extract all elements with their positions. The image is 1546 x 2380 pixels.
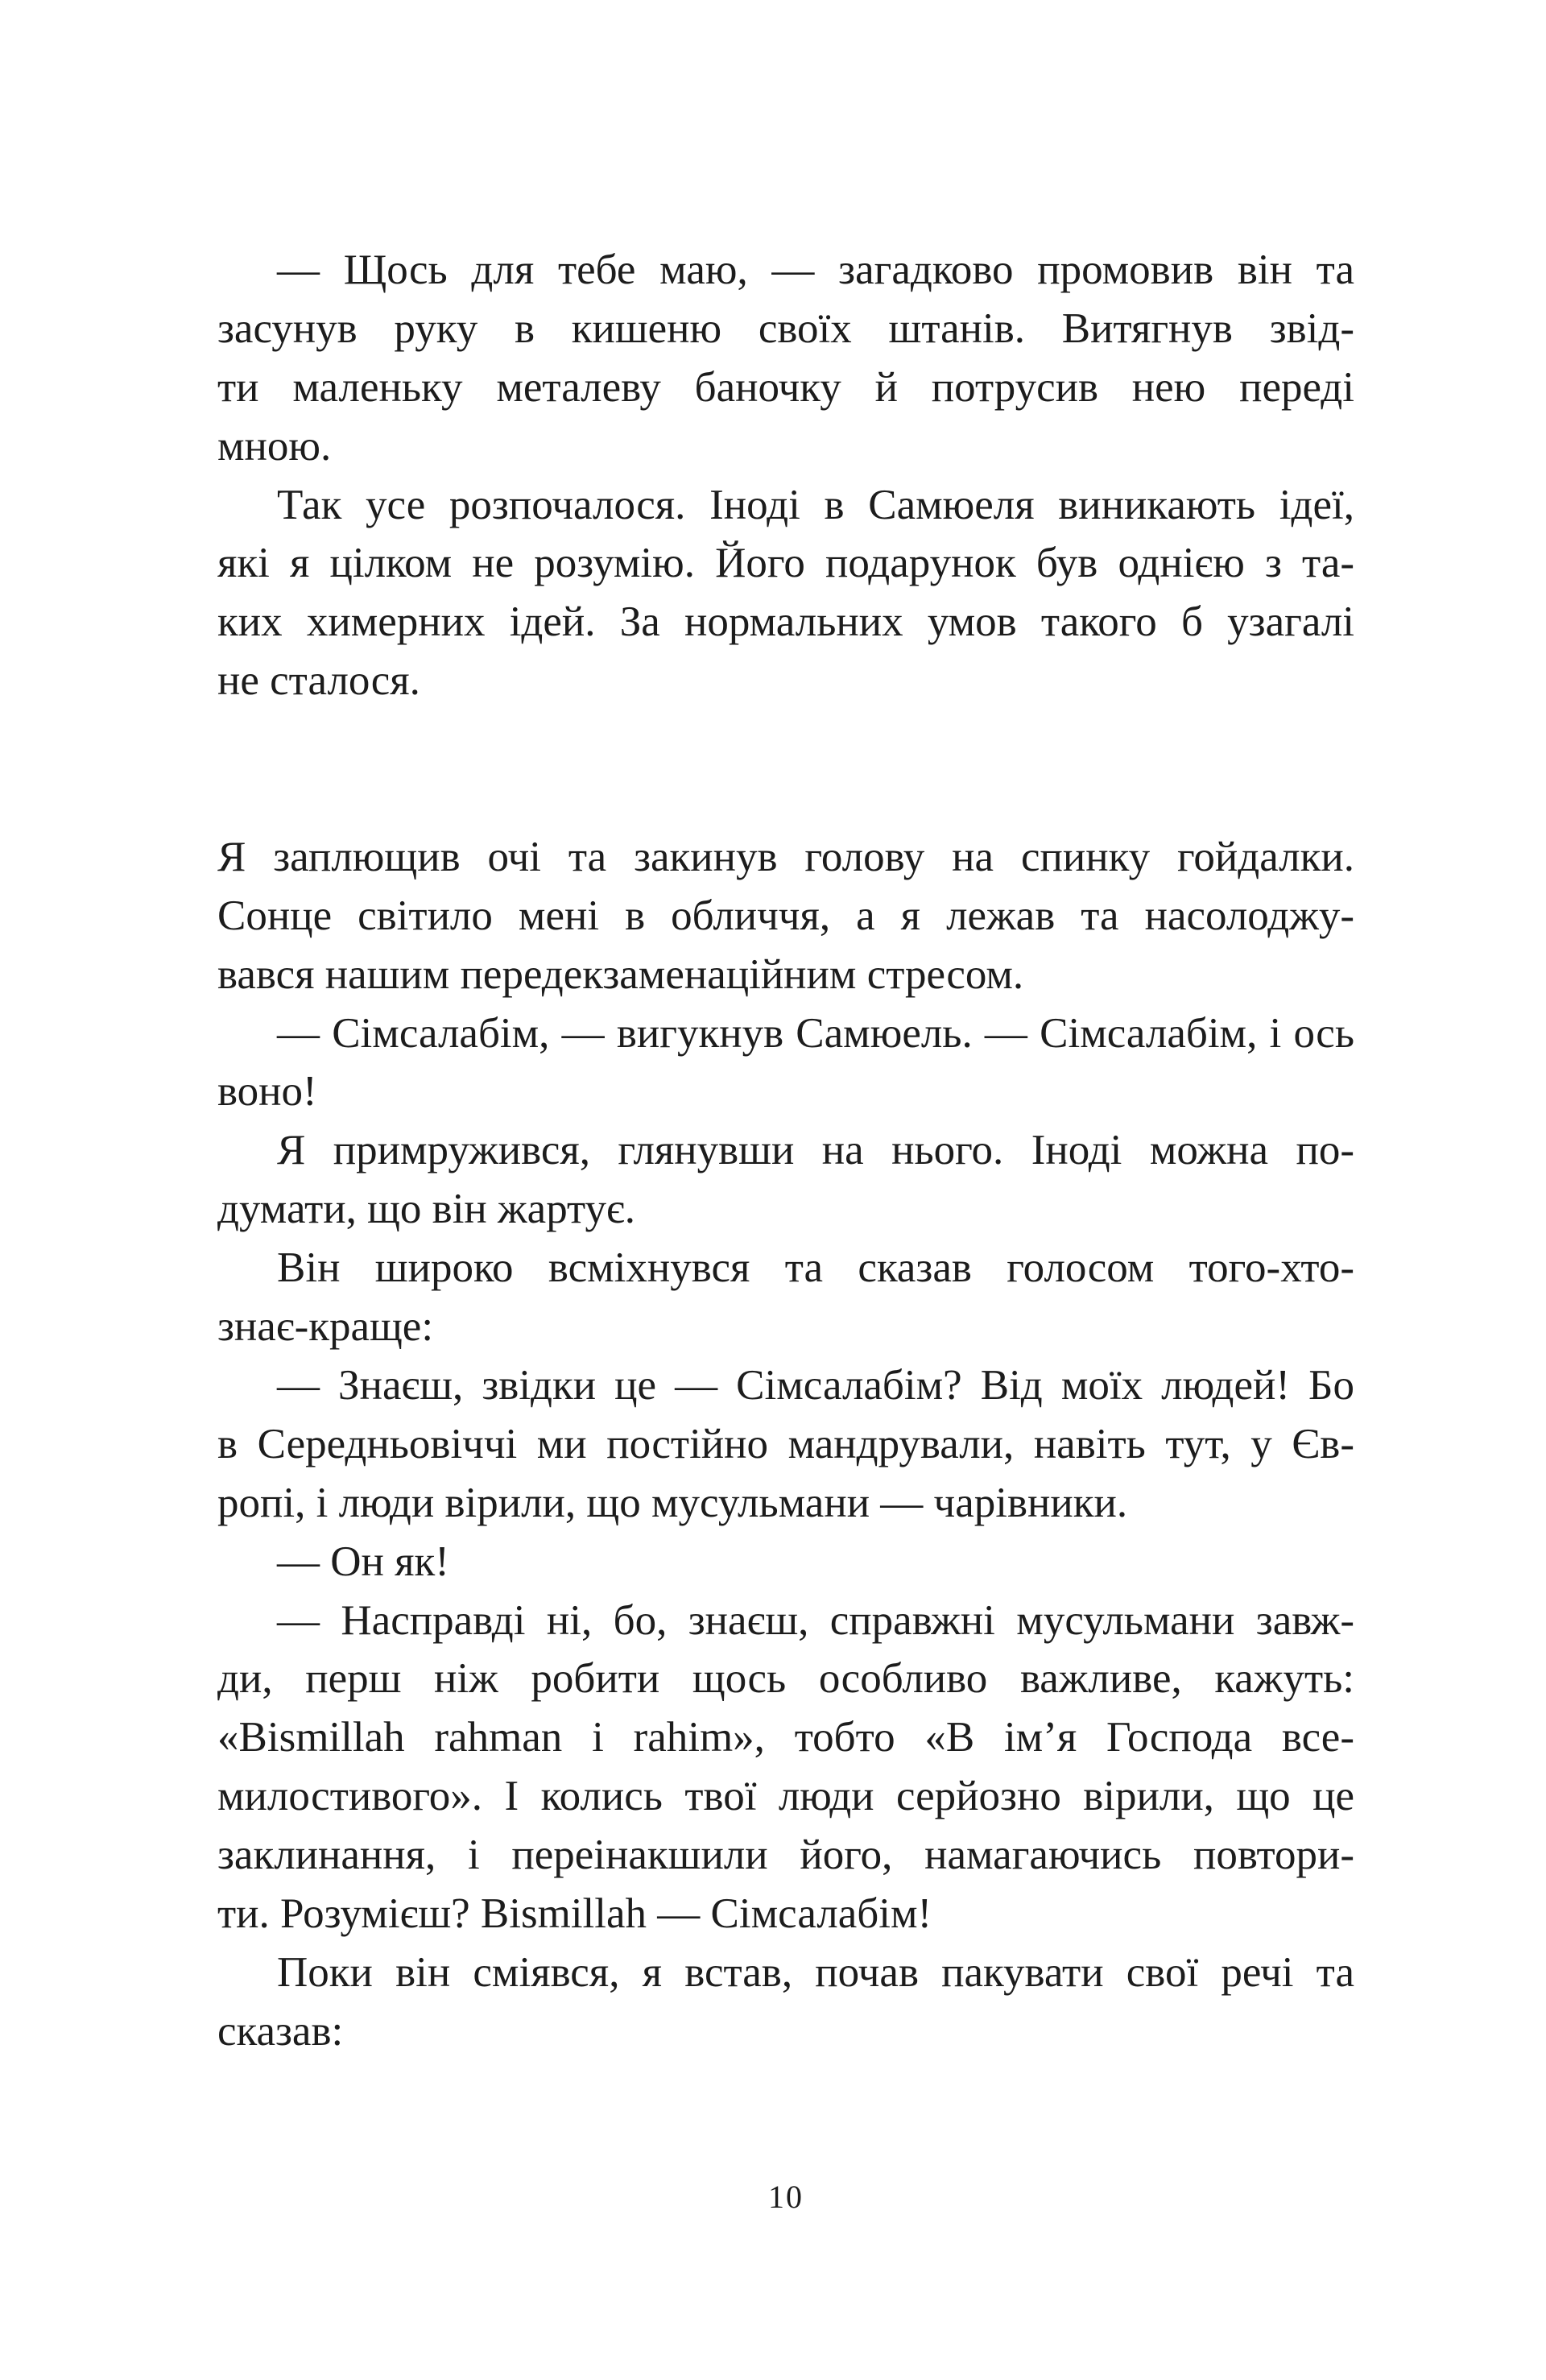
text-line: сказав: xyxy=(217,2007,344,2055)
text-line: ди, перш ніж робити щось особливо важливе, кажуть: xyxy=(217,1655,1354,1703)
paragraph xyxy=(217,1121,1354,1239)
text-line: засунув руку в кишеню своїх штанів. Витягнув звід- xyxy=(217,304,1354,352)
text-line: ти маленьку металеву баночку й потрусив нею переді xyxy=(217,363,1354,411)
text-line: в Середньовіччі ми постійно мандрували, навіть тут, у Єв- xyxy=(217,1420,1354,1467)
text-line: ких химерних ідей. За нормальних умов такого б узагалі xyxy=(217,598,1354,646)
text-line: Я заплющив очі та закинув голову на спинку гойдалки. xyxy=(217,833,1354,880)
text-line: — Сімсалабім, — вигукнув Самюель. — Сімсалабім, і ось xyxy=(277,1009,1354,1057)
text-line: ти. Розумієш? Bismillah — Сімсалабім! xyxy=(217,1890,932,1937)
page-number: 10 xyxy=(768,2179,804,2215)
paragraph xyxy=(217,828,1354,1004)
paragraph xyxy=(217,1943,1354,2061)
section-2 xyxy=(217,828,1354,2061)
text-line: Я примружився, глянувши на нього. Іноді можна по- xyxy=(277,1127,1354,1174)
text-line: ропі, і люди вірили, що мусульмани — чарівники. xyxy=(217,1479,1128,1526)
text-line: знає-краще: xyxy=(217,1303,434,1351)
text-line: — Насправді ні, бо, знаєш, справжні мусульмани завж- xyxy=(277,1596,1354,1644)
text-line: милостивого». І колись твої люди серйозно вірили, що це xyxy=(217,1773,1354,1820)
body-text xyxy=(217,241,1354,2061)
text-line: — Он як! xyxy=(277,1538,449,1585)
paragraph xyxy=(217,1533,1354,1591)
text-line: Так усе розпочалося. Іноді в Самюеля виникають ідеї, xyxy=(277,481,1354,528)
paragraph xyxy=(217,1356,1354,1533)
text-line: не сталося. xyxy=(217,657,420,705)
text-line: «Bismillah rahman i rahim», тобто «В ім’я Господа все- xyxy=(217,1714,1354,1761)
text-line: які я цілком не розумію. Його подарунок був однією з та- xyxy=(217,540,1354,587)
text-line: Поки він сміявся, я встав, почав пакувати свої речі та xyxy=(277,1948,1354,1996)
text-line: Він широко всміхнувся та сказав голосом того-хто- xyxy=(277,1244,1354,1292)
text-line: — Знаєш, звідки це — Сімсалабім? Від моїх людей! Бо xyxy=(277,1361,1354,1409)
text-line: думати, що він жартує. xyxy=(217,1186,635,1233)
section-1 xyxy=(217,241,1354,710)
paragraph xyxy=(217,476,1354,711)
paragraph xyxy=(217,241,1354,476)
text-line: Сонце світило мені в обличчя, а я лежав та насолоджу- xyxy=(217,892,1354,939)
text-line: мною. xyxy=(217,422,332,470)
paragraph xyxy=(217,1591,1354,1943)
text-line: вався нашим передекзаменаційним стресом. xyxy=(217,950,1024,998)
text-line: заклинання, і переінакшили його, намагаючись повтори- xyxy=(217,1832,1354,1879)
text-line: воно! xyxy=(217,1068,317,1115)
text-line: — Щось для тебе маю, — загадково промовив він та xyxy=(277,246,1354,293)
paragraph xyxy=(217,1239,1354,1356)
paragraph xyxy=(217,1004,1354,1122)
